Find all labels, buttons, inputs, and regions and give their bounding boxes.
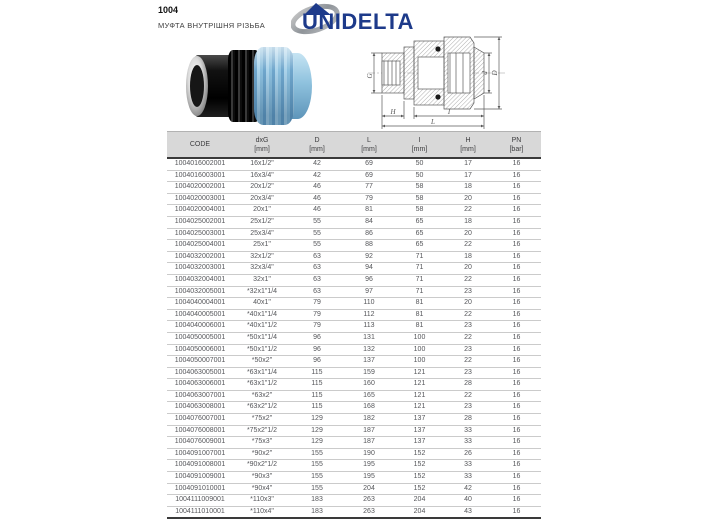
table-row bbox=[167, 216, 541, 228]
table-cell: 155 bbox=[291, 472, 343, 484]
table-cell: 71 bbox=[395, 274, 444, 286]
table-cell: *90x2" bbox=[233, 448, 291, 460]
table-cell: 1004063007001 bbox=[167, 390, 233, 402]
table-cell: 55 bbox=[291, 216, 343, 228]
table-cell: 1004050005001 bbox=[167, 332, 233, 344]
table-cell: 16 bbox=[492, 448, 541, 460]
table-row bbox=[167, 309, 541, 321]
table-cell: 110 bbox=[343, 298, 395, 310]
table-row bbox=[167, 286, 541, 298]
table-cell: 155 bbox=[291, 483, 343, 495]
table-cell: 46 bbox=[291, 182, 343, 194]
table-cell: 20 bbox=[444, 298, 492, 310]
table-cell: *50x1"1/2 bbox=[233, 344, 291, 356]
table-cell: 65 bbox=[395, 216, 444, 228]
table-row bbox=[167, 170, 541, 182]
table-cell: 112 bbox=[343, 309, 395, 321]
table-cell: 121 bbox=[395, 390, 444, 402]
table-cell: 16 bbox=[492, 298, 541, 310]
technical-drawing bbox=[366, 27, 508, 130]
table-cell: 58 bbox=[395, 205, 444, 217]
table-cell: 204 bbox=[395, 495, 444, 507]
table-cell: 16x1/2" bbox=[233, 158, 291, 170]
table-cell: *75x2"1/2 bbox=[233, 425, 291, 437]
table-cell: 1004076009001 bbox=[167, 437, 233, 449]
table-cell: 16 bbox=[492, 460, 541, 472]
table-cell: 16 bbox=[492, 425, 541, 437]
table-cell: 1004020003001 bbox=[167, 193, 233, 205]
table-cell: 137 bbox=[395, 425, 444, 437]
table-cell: 16 bbox=[492, 472, 541, 484]
table-row bbox=[167, 379, 541, 391]
table-cell: 16 bbox=[492, 483, 541, 495]
table-cell: 32x1/2" bbox=[233, 251, 291, 263]
table-cell: 16 bbox=[492, 332, 541, 344]
table-cell: 63 bbox=[291, 274, 343, 286]
table-cell: 81 bbox=[395, 309, 444, 321]
column-header: L [mm] bbox=[343, 132, 395, 159]
table-cell: 121 bbox=[395, 402, 444, 414]
dim-label-I: I bbox=[447, 108, 451, 116]
table-row bbox=[167, 472, 541, 484]
table-cell: 81 bbox=[395, 298, 444, 310]
table-cell: 20 bbox=[444, 228, 492, 240]
table-cell: 18 bbox=[444, 182, 492, 194]
table-cell: 17 bbox=[444, 158, 492, 170]
table-cell: 33 bbox=[444, 472, 492, 484]
table-row bbox=[167, 240, 541, 252]
table-cell: 92 bbox=[343, 251, 395, 263]
table-cell: 96 bbox=[291, 332, 343, 344]
table-cell: 16 bbox=[492, 158, 541, 170]
table-row bbox=[167, 495, 541, 507]
table-cell: 16 bbox=[492, 216, 541, 228]
table-cell: 17 bbox=[444, 170, 492, 182]
table-cell: 43 bbox=[444, 506, 492, 518]
table-cell: 100 bbox=[395, 356, 444, 368]
table-cell: 79 bbox=[291, 298, 343, 310]
table-cell: 79 bbox=[343, 193, 395, 205]
product-code: 1004 bbox=[158, 5, 179, 15]
table-cell: 50 bbox=[395, 170, 444, 182]
table-cell: 22 bbox=[444, 356, 492, 368]
table-cell: 46 bbox=[291, 193, 343, 205]
table-cell: 16 bbox=[492, 274, 541, 286]
table-cell: 1004091010001 bbox=[167, 483, 233, 495]
table-cell: 16 bbox=[492, 495, 541, 507]
table-cell: 55 bbox=[291, 228, 343, 240]
table-cell: 1004091007001 bbox=[167, 448, 233, 460]
table-row bbox=[167, 158, 541, 170]
table-row bbox=[167, 193, 541, 205]
table-cell: *50x2" bbox=[233, 356, 291, 368]
table-cell: *110x4" bbox=[233, 506, 291, 518]
table-cell: 100 bbox=[395, 344, 444, 356]
table-cell: 137 bbox=[343, 356, 395, 368]
table-cell: 22 bbox=[444, 390, 492, 402]
table-cell: 16 bbox=[492, 402, 541, 414]
table-cell: 63 bbox=[291, 263, 343, 275]
table-cell: 1004025003001 bbox=[167, 228, 233, 240]
table-cell: 79 bbox=[291, 321, 343, 333]
table-cell: 16 bbox=[492, 506, 541, 518]
table-cell: 65 bbox=[395, 240, 444, 252]
table-cell: 22 bbox=[444, 332, 492, 344]
fitting-nut bbox=[254, 47, 294, 125]
table-cell: 25x3/4" bbox=[233, 228, 291, 240]
table-cell: 71 bbox=[395, 286, 444, 298]
table-cell: 23 bbox=[444, 321, 492, 333]
table-cell: 96 bbox=[291, 344, 343, 356]
table-cell: 42 bbox=[444, 483, 492, 495]
table-row bbox=[167, 390, 541, 402]
table-cell: 115 bbox=[291, 402, 343, 414]
table-cell: 16 bbox=[492, 414, 541, 426]
table-cell: 69 bbox=[343, 158, 395, 170]
table-cell: 81 bbox=[395, 321, 444, 333]
table-cell: 1004050006001 bbox=[167, 344, 233, 356]
table-cell: 32x3/4" bbox=[233, 263, 291, 275]
table-row bbox=[167, 483, 541, 495]
table-cell: 69 bbox=[343, 170, 395, 182]
table-cell: 263 bbox=[343, 506, 395, 518]
table-cell: 1004032005001 bbox=[167, 286, 233, 298]
table-row bbox=[167, 274, 541, 286]
table-cell: 182 bbox=[343, 414, 395, 426]
table-cell: 190 bbox=[343, 448, 395, 460]
table-row bbox=[167, 251, 541, 263]
table-cell: 23 bbox=[444, 402, 492, 414]
table-cell: 16 bbox=[492, 205, 541, 217]
table-cell: 183 bbox=[291, 495, 343, 507]
table-cell: 58 bbox=[395, 193, 444, 205]
table-cell: 1004063008001 bbox=[167, 402, 233, 414]
table-cell: 20x1/2" bbox=[233, 182, 291, 194]
table-cell: 20 bbox=[444, 263, 492, 275]
o-ring-top bbox=[435, 46, 440, 51]
table-cell: 18 bbox=[444, 251, 492, 263]
table-cell: 40x1" bbox=[233, 298, 291, 310]
table-cell: 1004025002001 bbox=[167, 216, 233, 228]
table-cell: 160 bbox=[343, 379, 395, 391]
table-cell: 1004076007001 bbox=[167, 414, 233, 426]
dim-label-G: G bbox=[366, 73, 374, 79]
table-cell: 155 bbox=[291, 460, 343, 472]
table-cell: 1004025004001 bbox=[167, 240, 233, 252]
table-row bbox=[167, 506, 541, 518]
table-cell: 97 bbox=[343, 286, 395, 298]
table-cell: *75x2" bbox=[233, 414, 291, 426]
table-row bbox=[167, 332, 541, 344]
table-cell: 1004063005001 bbox=[167, 367, 233, 379]
table-cell: *90x3" bbox=[233, 472, 291, 484]
table-row bbox=[167, 298, 541, 310]
table-cell: 71 bbox=[395, 263, 444, 275]
table-cell: 16 bbox=[492, 390, 541, 402]
table-cell: *90x4" bbox=[233, 483, 291, 495]
table-cell: 183 bbox=[291, 506, 343, 518]
table-cell: 86 bbox=[343, 228, 395, 240]
table-cell: 155 bbox=[291, 448, 343, 460]
table-cell: 42 bbox=[291, 170, 343, 182]
table-row bbox=[167, 460, 541, 472]
table-cell: 131 bbox=[343, 332, 395, 344]
table-cell: 16 bbox=[492, 286, 541, 298]
table-cell: 50 bbox=[395, 158, 444, 170]
table-cell: 20x3/4" bbox=[233, 193, 291, 205]
table-cell: *40x1"1/4 bbox=[233, 309, 291, 321]
table-cell: 55 bbox=[291, 240, 343, 252]
column-header: dxG [mm] bbox=[233, 132, 291, 159]
table-cell: 1004111009001 bbox=[167, 495, 233, 507]
table-cell: 16 bbox=[492, 263, 541, 275]
table-row bbox=[167, 425, 541, 437]
table-cell: 1004040005001 bbox=[167, 309, 233, 321]
table-cell: 100 bbox=[395, 332, 444, 344]
table-cell: 22 bbox=[444, 240, 492, 252]
column-header: H [mm] bbox=[444, 132, 492, 159]
spec-table bbox=[167, 131, 541, 519]
table-cell: *63x2"1/2 bbox=[233, 402, 291, 414]
table-cell: 1004020002001 bbox=[167, 182, 233, 194]
table-cell: 23 bbox=[444, 367, 492, 379]
table-cell: 152 bbox=[395, 472, 444, 484]
table-cell: 28 bbox=[444, 414, 492, 426]
table-cell: 132 bbox=[343, 344, 395, 356]
table-cell: 129 bbox=[291, 437, 343, 449]
table-cell: 1004076008001 bbox=[167, 425, 233, 437]
table-row bbox=[167, 228, 541, 240]
table-cell: 129 bbox=[291, 414, 343, 426]
table-row bbox=[167, 344, 541, 356]
product-title: МУФТА ВНУТРІШНЯ РІЗЬБА bbox=[158, 21, 266, 30]
table-cell: *32x1"1/4 bbox=[233, 286, 291, 298]
column-header: I [mm] bbox=[395, 132, 444, 159]
table-cell: 25x1" bbox=[233, 240, 291, 252]
table-cell: 204 bbox=[395, 506, 444, 518]
table-cell: *75x3" bbox=[233, 437, 291, 449]
table-cell: 16 bbox=[492, 344, 541, 356]
table-cell: 187 bbox=[343, 437, 395, 449]
table-cell: *50x1"1/4 bbox=[233, 332, 291, 344]
table-cell: 20x1" bbox=[233, 205, 291, 217]
table-cell: 26 bbox=[444, 448, 492, 460]
table-cell: 1004063006001 bbox=[167, 379, 233, 391]
table-cell: 63 bbox=[291, 251, 343, 263]
table-cell: 152 bbox=[395, 483, 444, 495]
dim-label-d: d bbox=[481, 71, 489, 75]
table-cell: 115 bbox=[291, 390, 343, 402]
table-cell: 121 bbox=[395, 379, 444, 391]
table-cell: 168 bbox=[343, 402, 395, 414]
table-cell: 58 bbox=[395, 182, 444, 194]
table-cell: 137 bbox=[395, 437, 444, 449]
column-header: CODE bbox=[167, 132, 233, 159]
table-cell: 16 bbox=[492, 356, 541, 368]
table-cell: 20 bbox=[444, 193, 492, 205]
table-cell: *63x2" bbox=[233, 390, 291, 402]
table-cell: 1004040004001 bbox=[167, 298, 233, 310]
table-cell: 1004050007001 bbox=[167, 356, 233, 368]
table-row bbox=[167, 448, 541, 460]
table-cell: 96 bbox=[291, 356, 343, 368]
table-cell: 16 bbox=[492, 170, 541, 182]
table-cell: 159 bbox=[343, 367, 395, 379]
table-cell: 16 bbox=[492, 240, 541, 252]
dim-label-H: H bbox=[390, 108, 396, 116]
table-cell: 16 bbox=[492, 309, 541, 321]
table-cell: 40 bbox=[444, 495, 492, 507]
table-cell: 46 bbox=[291, 205, 343, 217]
table-cell: 22 bbox=[444, 309, 492, 321]
table-cell: *90x2"1/2 bbox=[233, 460, 291, 472]
table-cell: 1004032004001 bbox=[167, 274, 233, 286]
table-cell: 16 bbox=[492, 251, 541, 263]
table-cell: 96 bbox=[343, 274, 395, 286]
table-cell: *63x1"1/4 bbox=[233, 367, 291, 379]
table-cell: 121 bbox=[395, 367, 444, 379]
table-body bbox=[167, 158, 541, 518]
table-cell: 165 bbox=[343, 390, 395, 402]
table-cell: 1004020004001 bbox=[167, 205, 233, 217]
table-cell: 1004032003001 bbox=[167, 263, 233, 275]
table-row bbox=[167, 414, 541, 426]
column-header: PN [bar] bbox=[492, 132, 541, 159]
table-row bbox=[167, 402, 541, 414]
table-row bbox=[167, 321, 541, 333]
table-cell: 23 bbox=[444, 286, 492, 298]
table-cell: 16 bbox=[492, 321, 541, 333]
table-cell: 1004032002001 bbox=[167, 251, 233, 263]
table-cell: 25x1/2" bbox=[233, 216, 291, 228]
table-cell: 77 bbox=[343, 182, 395, 194]
table-cell: *110x3" bbox=[233, 495, 291, 507]
table-cell: 115 bbox=[291, 367, 343, 379]
table-cell: *40x1"1/2 bbox=[233, 321, 291, 333]
table-cell: 84 bbox=[343, 216, 395, 228]
table-cell: 81 bbox=[343, 205, 395, 217]
table-cell: 137 bbox=[395, 414, 444, 426]
table-cell: 79 bbox=[291, 309, 343, 321]
table-cell: 22 bbox=[444, 274, 492, 286]
table-row bbox=[167, 437, 541, 449]
logo-wordmark: UNIDELTA bbox=[302, 9, 414, 34]
table-row bbox=[167, 263, 541, 275]
collar-section bbox=[404, 47, 414, 99]
table-cell: 16x3/4" bbox=[233, 170, 291, 182]
fitting-thread-bore bbox=[190, 65, 204, 107]
table-row bbox=[167, 356, 541, 368]
column-header: D [mm] bbox=[291, 132, 343, 159]
dim-label-D: D bbox=[491, 70, 499, 76]
table-cell: 1004016003001 bbox=[167, 170, 233, 182]
table-cell: 1004091008001 bbox=[167, 460, 233, 472]
table-cell: 152 bbox=[395, 448, 444, 460]
table-cell: 1004040006001 bbox=[167, 321, 233, 333]
table-cell: 32x1" bbox=[233, 274, 291, 286]
table-cell: 63 bbox=[291, 286, 343, 298]
table-cell: *63x1"1/2 bbox=[233, 379, 291, 391]
table-cell: 113 bbox=[343, 321, 395, 333]
table-cell: 115 bbox=[291, 379, 343, 391]
table-cell: 65 bbox=[395, 228, 444, 240]
dim-label-L: L bbox=[431, 118, 435, 126]
table-cell: 33 bbox=[444, 460, 492, 472]
table-cell: 152 bbox=[395, 460, 444, 472]
table-cell: 1004016002001 bbox=[167, 158, 233, 170]
table-cell: 16 bbox=[492, 379, 541, 391]
product-photo bbox=[186, 47, 312, 125]
table-row bbox=[167, 182, 541, 194]
table-cell: 16 bbox=[492, 182, 541, 194]
table-row bbox=[167, 205, 541, 217]
table-cell: 129 bbox=[291, 425, 343, 437]
table-cell: 195 bbox=[343, 472, 395, 484]
table-cell: 22 bbox=[444, 205, 492, 217]
table-cell: 16 bbox=[492, 437, 541, 449]
table-cell: 33 bbox=[444, 425, 492, 437]
o-ring-bottom bbox=[435, 94, 440, 99]
table-cell: 88 bbox=[343, 240, 395, 252]
table-header-row bbox=[167, 132, 541, 159]
table-cell: 1004091009001 bbox=[167, 472, 233, 484]
table-cell: 33 bbox=[444, 437, 492, 449]
table-cell: 263 bbox=[343, 495, 395, 507]
table-cell: 16 bbox=[492, 193, 541, 205]
table-cell: 94 bbox=[343, 263, 395, 275]
table-cell: 195 bbox=[343, 460, 395, 472]
table-cell: 16 bbox=[492, 228, 541, 240]
table-cell: 28 bbox=[444, 379, 492, 391]
table-cell: 42 bbox=[291, 158, 343, 170]
table-row bbox=[167, 367, 541, 379]
table-cell: 23 bbox=[444, 344, 492, 356]
table-cell: 1004111010001 bbox=[167, 506, 233, 518]
table-cell: 16 bbox=[492, 367, 541, 379]
table-cell: 187 bbox=[343, 425, 395, 437]
table-cell: 18 bbox=[444, 216, 492, 228]
fitting-thread-face bbox=[186, 56, 208, 116]
table-cell: 204 bbox=[343, 483, 395, 495]
table-cell: 71 bbox=[395, 251, 444, 263]
